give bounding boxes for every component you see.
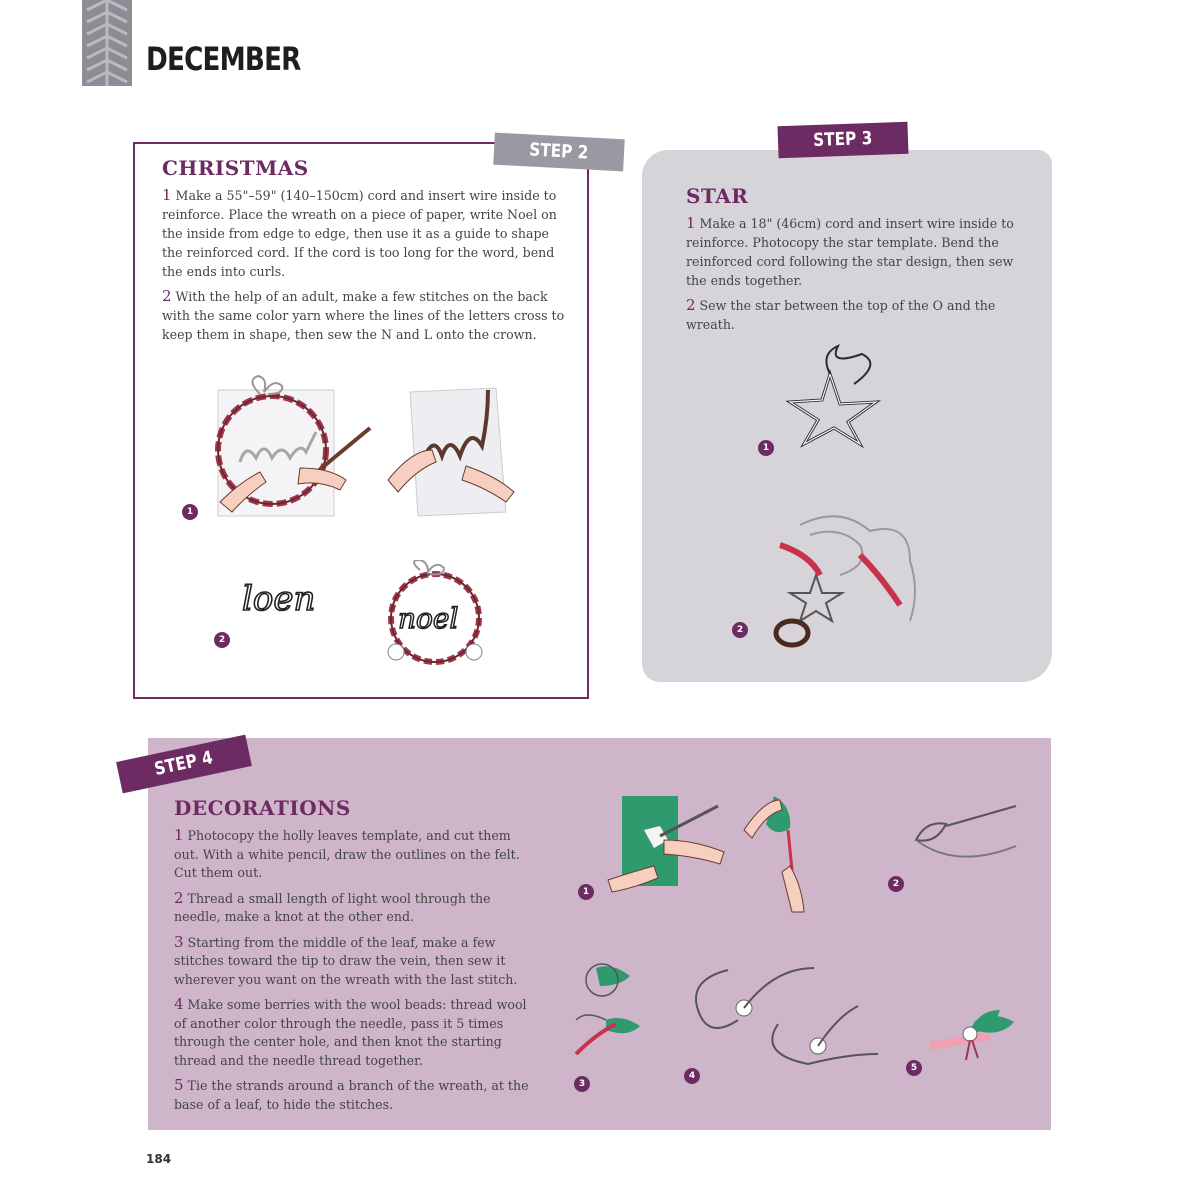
- cord-shaping-illustration: [386, 380, 526, 520]
- decorations-figure-5-badge: 5: [906, 1060, 922, 1076]
- christmas-step-2: 2 With the help of an adult, make a few stitches on the back with the same color yarn where the lines of the letters cross to keep them in shape, then sew the N and L onto the crown.: [162, 287, 565, 342]
- christmas-step-1: 1 Make a 55"–59" (140–150cm) cord and insert wire inside to reinforce. Place the wreath on a piece of paper, write Noel on the inside from edge to edge, then use it as a guide to shape the reinforced cord. If the cord is too long for the word, bend the ends into curls.: [162, 186, 557, 279]
- star-figure-2-badge: 2: [732, 622, 748, 638]
- svg-text:noel: noel: [398, 602, 459, 635]
- decorations-step-1: 1 Photocopy the holly leaves template, and cut them out. With a white pencil, draw the outlines on the felt. Cut them out.: [174, 826, 520, 880]
- cord-word-illustration: [240, 570, 340, 630]
- star-step-1: 1 Make a 18" (46cm) cord and insert wire inside to reinforce. Photocopy the star template. Bend the reinforced cord following the star design, then sew the ends together.: [686, 214, 1014, 288]
- decorations-instructions: [174, 826, 534, 1120]
- step-3-label: STEP 3: [813, 127, 873, 152]
- step-2-tag: [493, 133, 624, 172]
- star-instructions: [686, 214, 1032, 340]
- decorations-step-3: 3 Starting from the middle of the leaf, make a few stitches toward the tip to draw the vein, then sew it wherever you want on the wreath with the last stitch.: [174, 932, 518, 987]
- step-2-label: STEP 2: [528, 139, 590, 164]
- decorations-figure-1-badge: 1: [578, 884, 594, 900]
- decorations-title: DECORATIONS: [174, 796, 351, 820]
- page-title: DECEMBER: [146, 40, 301, 78]
- wreath-writing-illustration: [200, 372, 380, 520]
- star-title: STAR: [686, 184, 749, 208]
- decorations-step-2: 2 Thread a small length of light wool through the needle, make a knot at the other end.: [174, 888, 491, 924]
- svg-text:loen: loen: [242, 579, 316, 619]
- decorations-step-5: 5 Tie the strands around a branch of the wreath, at the base of a leaf, to hide the stitches.: [174, 1076, 529, 1112]
- needle-thread-illustration: [906, 800, 1026, 870]
- page-number: 184: [146, 1152, 172, 1166]
- decorations-figure-2-badge: 2: [888, 876, 904, 892]
- christmas-figure-1-badge: 1: [182, 504, 198, 520]
- step-3-tag: [777, 122, 908, 159]
- corner-pattern-icon: [82, 0, 132, 86]
- star-figure-1-badge: 1: [758, 440, 774, 456]
- decorations-step-4: 4 Make some berries with the wool beads: thread wool of another color through the needle, pass it 5 times through the center hole, and then knot the starting thread and the needle thread together.: [174, 995, 527, 1068]
- star-on-wreath-illustration: [770, 505, 930, 665]
- holly-stitching-illustration: [566, 958, 656, 1068]
- bead-threading-illustration: [688, 964, 878, 1074]
- felt-cutting-illustration: [604, 790, 844, 920]
- holly-on-wreath-illustration: [924, 1000, 1024, 1070]
- decorations-figure-3-badge: 3: [574, 1076, 590, 1092]
- star-cord-illustration: [786, 338, 896, 468]
- christmas-instructions: [162, 186, 566, 350]
- decorations-figure-4-badge: 4: [684, 1068, 700, 1084]
- star-step-2: 2 Sew the star between the top of the O and the wreath.: [686, 296, 996, 332]
- step-4-label: STEP 4: [152, 747, 215, 780]
- christmas-figure-2-badge: 2: [214, 632, 230, 648]
- finished-wreath-illustration: [380, 560, 490, 670]
- christmas-title: CHRISTMAS: [162, 156, 309, 180]
